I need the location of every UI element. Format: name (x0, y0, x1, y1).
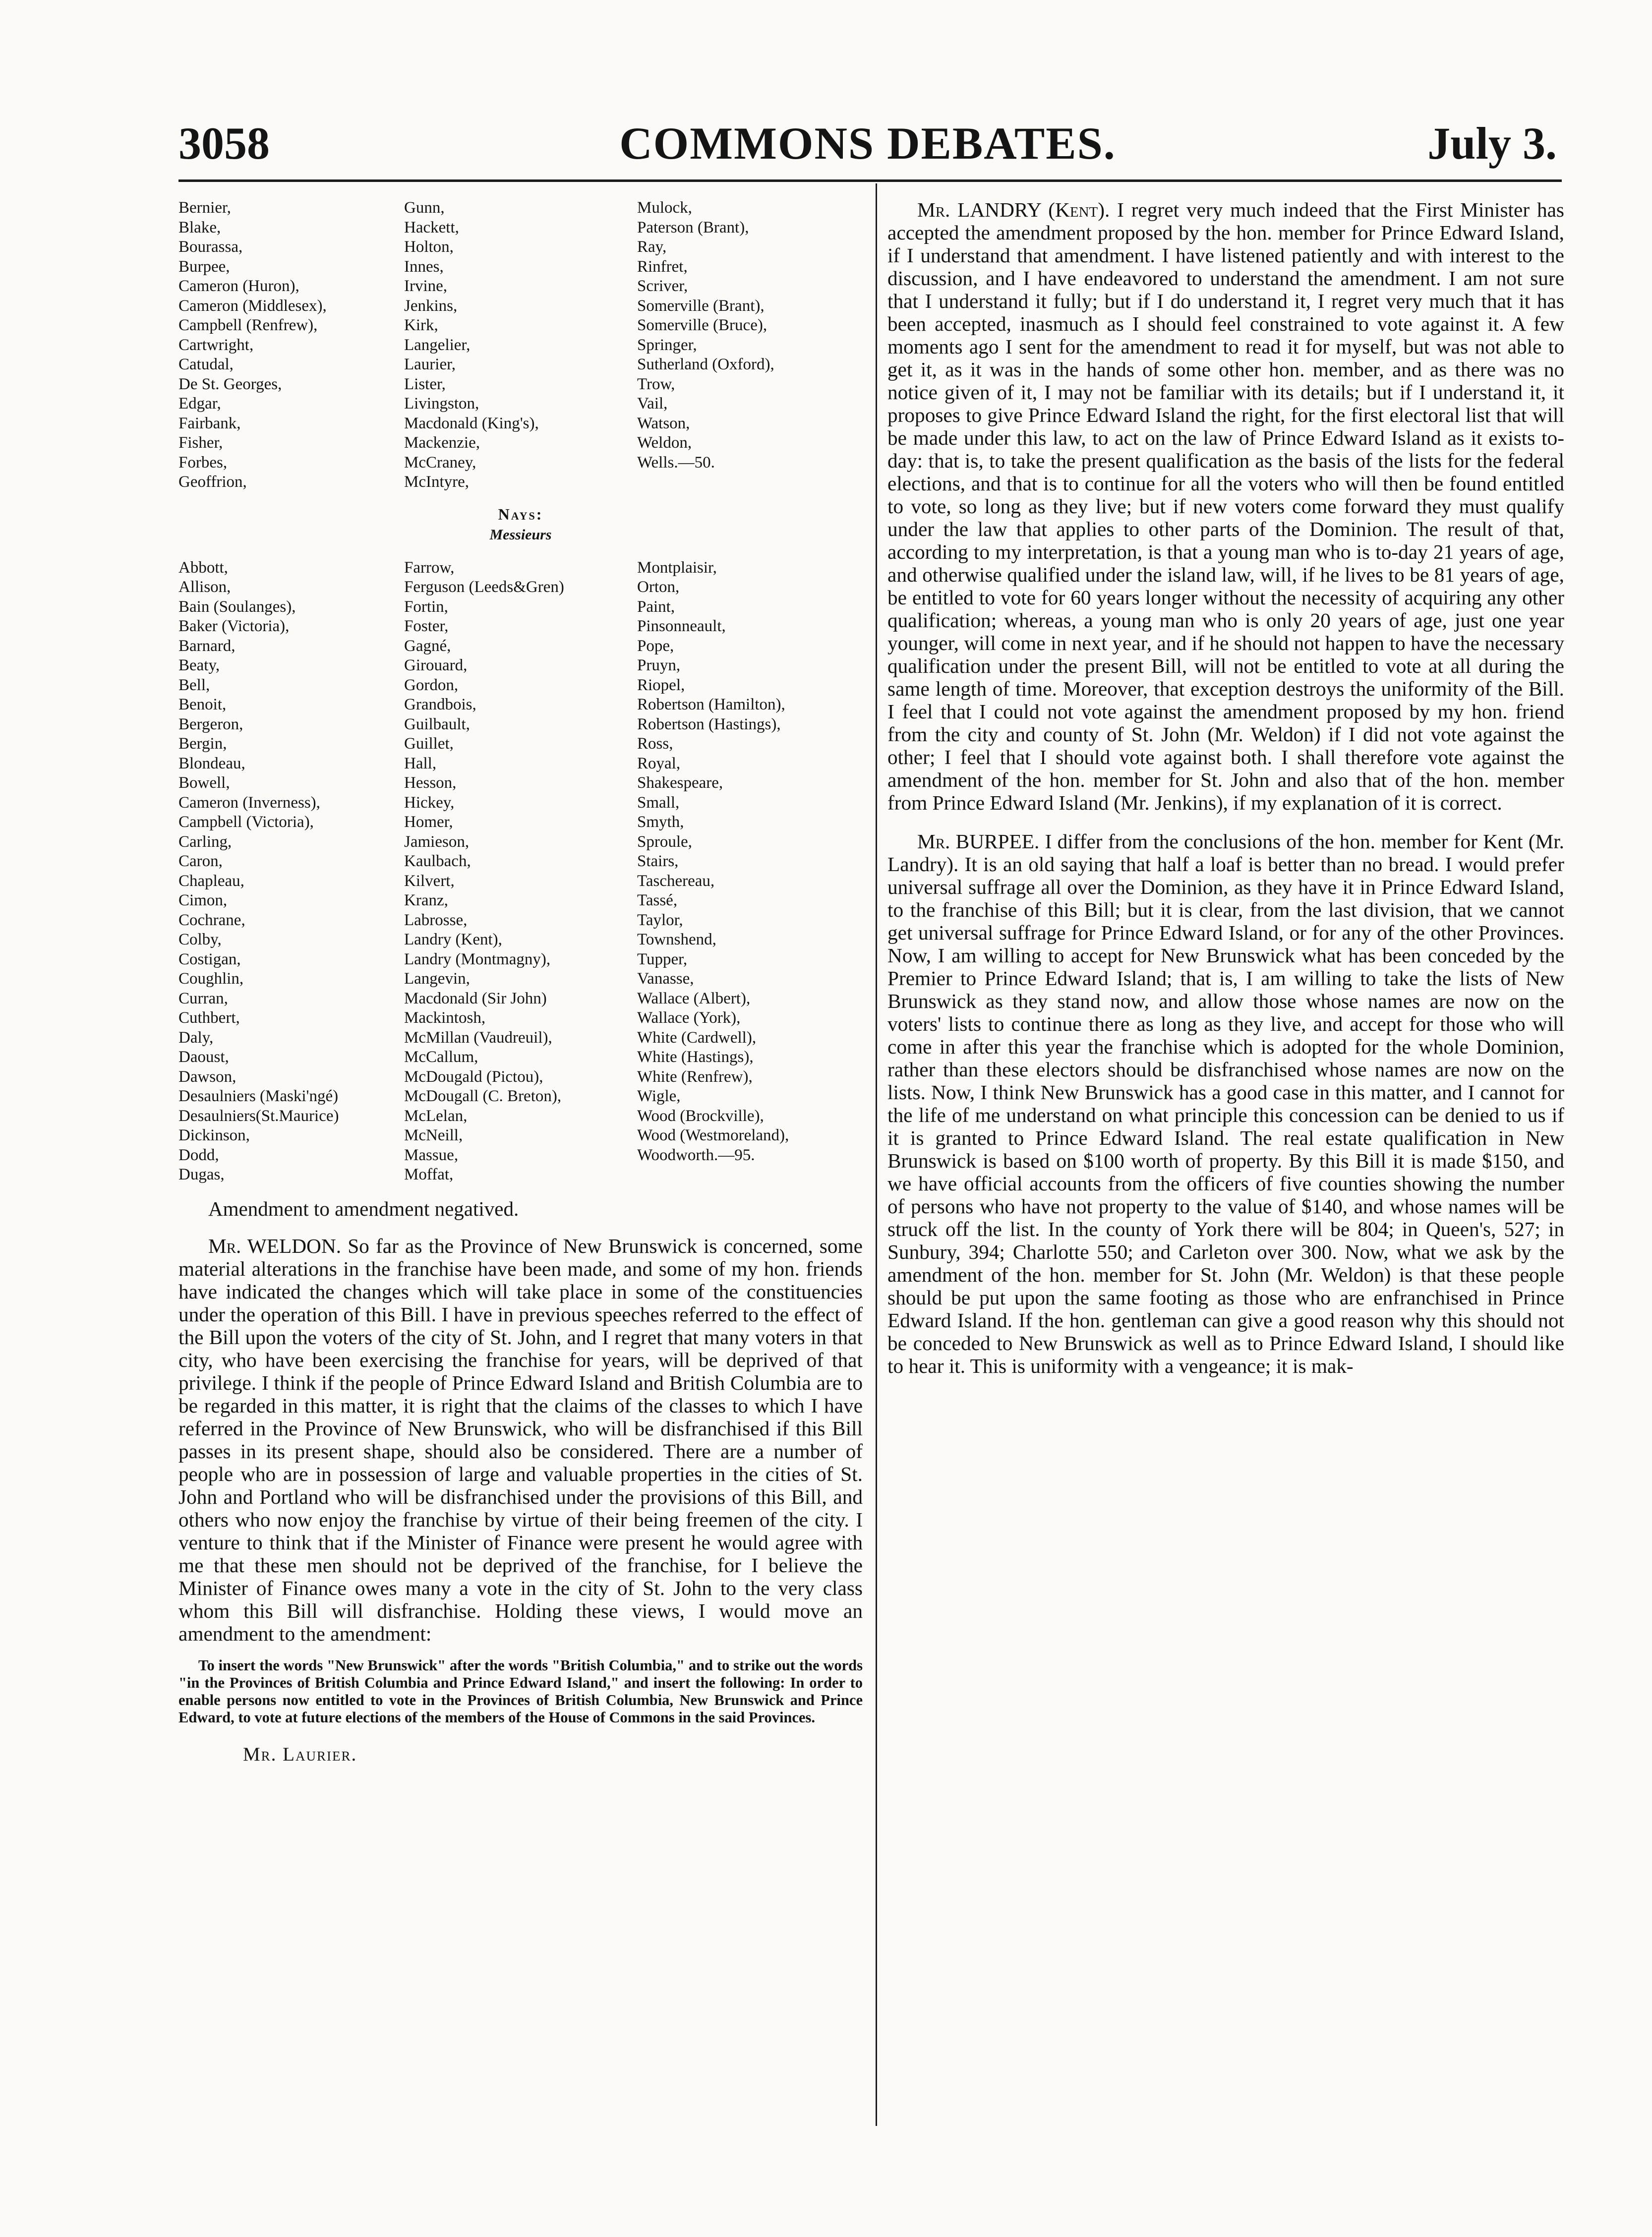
nays-col-1 (178, 558, 404, 1185)
member-name: Shakespeare, (637, 774, 723, 792)
member-name: Pope, (637, 637, 674, 655)
member-name: Holton, (404, 238, 454, 256)
member-name: Sproule, (637, 832, 692, 851)
member-name: Macdonald (King's), (404, 414, 539, 432)
nays-list (178, 558, 863, 1185)
member-name: Cochrane, (178, 911, 245, 929)
nays-col-3 (637, 558, 863, 1185)
member-name: McLelan, (404, 1107, 468, 1125)
member-name: Campbell (Renfrew), (178, 316, 318, 334)
member-name: Barnard, (178, 637, 236, 655)
member-name: Irvine, (404, 277, 448, 295)
member-name: Chapleau, (178, 872, 244, 890)
member-name: Riopel, (637, 676, 685, 694)
member-name: Bell, (178, 676, 210, 694)
member-name: Blondeau, (178, 754, 245, 772)
member-name: Jenkins, (404, 296, 458, 315)
member-name: Wigle, (637, 1087, 681, 1105)
right-column (887, 198, 1564, 1393)
member-name: Watson, (637, 414, 690, 432)
speaker-name: Mr. BURPEE. (917, 830, 1040, 853)
member-name: Stairs, (637, 852, 679, 870)
member-name: Ferguson (Leeds&Gren) (404, 578, 564, 596)
nays-heading: Nays: (498, 505, 543, 523)
member-name: Desaulniers(St.Maurice) (178, 1107, 339, 1125)
member-name: Jamieson, (404, 832, 470, 851)
member-name: Kilvert, (404, 872, 455, 890)
member-name: Cameron (Huron), (178, 277, 299, 295)
member-name: Campbell (Victoria), (178, 813, 314, 831)
member-name: Grandbois, (404, 696, 476, 713)
next-speaker: Mr. Laurier. (243, 1743, 357, 1765)
yeas-col-1 (178, 198, 404, 492)
member-name: Royal, (637, 754, 681, 772)
yeas-col-2 (404, 198, 637, 492)
nays-subheading: Messieurs (489, 526, 552, 543)
member-name: Mulock, (637, 199, 692, 217)
speaker-name: Mr. WELDON. (208, 1234, 342, 1257)
member-name: Baker (Victoria), (178, 617, 290, 635)
burpee-speech (887, 830, 1564, 1377)
member-name: Ray, (637, 238, 667, 256)
member-name: Homer, (404, 813, 453, 831)
member-name: Landry (Kent), (404, 931, 502, 948)
member-name: Vail, (637, 395, 668, 412)
member-name: Pruyn, (637, 656, 681, 674)
member-name: Moffat, (404, 1166, 454, 1183)
member-name: Fairbank, (178, 414, 241, 432)
weldon-speech (178, 1235, 863, 1645)
member-name: Caron, (178, 852, 223, 870)
speech-text: I regret very much indeed that the First Minister has accepted the amendment proposed by the hon. member for Prince Edward Island, if I understand that amendment. I have listened patiently and with interest to the discussion, and I have endeavored to understand the amendment. I am not sure that I understand it fully; but if I do understand it, I regret very much that it has been accepted, inasmuch as I should feel constrained to vote against it. A few moments ago I sent for the amendment to read it for myself, but was not able to get it, as it was in the hands of some other hon. member, and as there was no notice given of it, I may not be familiar with its details; but if I understand it, it proposes to give Prince Edward Island the right, for the first electoral list that will be made under this law, to act on the law of Prince Edward Island as it exists to-day: that is, to take the present qualification as the basis of the lists for the federal elections, and that is to continue for all the voters who will then be found entitled to vote, so long as they live; but if new voters come forward they must qualify under the law that applies to other parts of the Dominion. The result of that, according to my interpretation, is that a young man who is to-day 21 years of age, and otherwise qualified under the island law, will, if he lives to be 81 years of age, be entitled to vote for 60 years longer without the necessity of acquiring any other qualification; whereas, a young man who is only 20 years of age, just one year younger, will come in next year, and if he should not happen to have the necessary qualification under the present Bill, will not be entitled to vote at all during the same length of time. Moreover, that exception destroys the uniformity of the Bill. I feel that I could not vote against the amendment proposed by my hon. friend from the city and county of St. John (Mr. Weldon) if I did not vote against the other; I feel that I should vote against both. I shall therefore vote against the amendment of the hon. member for St. John and also that of the hon. member from Prince Edward Island (Mr. Jenkins), if my explanation of it is correct. (887, 198, 1564, 814)
member-name: Somerville (Bruce), (637, 316, 767, 334)
member-name: Curran, (178, 989, 228, 1007)
member-name: Forbes, (178, 453, 228, 471)
member-name: Robertson (Hastings), (637, 715, 781, 733)
member-name: Allison, (178, 578, 231, 596)
page-header (178, 117, 1557, 172)
member-name: Wallace (Albert), (637, 989, 751, 1007)
member-name: McNeill, (404, 1126, 463, 1144)
member-name: Bain (Soulanges), (178, 597, 296, 616)
member-name: Massue, (404, 1146, 459, 1164)
member-name: White (Hastings), (637, 1048, 754, 1066)
member-name: Girouard, (404, 656, 468, 674)
member-name: Tassé, (637, 891, 678, 909)
member-name: Somerville (Brant), (637, 296, 765, 315)
member-name: Montplaisir, (637, 558, 717, 577)
member-name: Lister, (404, 375, 446, 393)
member-name: Dickinson, (178, 1126, 250, 1144)
member-name: Wood (Brockville), (637, 1107, 764, 1125)
member-name: Hesson, (404, 774, 457, 792)
member-name: McDougall (C. Breton), (404, 1087, 562, 1105)
member-name: Desaulniers (Maski'ngé) (178, 1087, 339, 1105)
member-name: Colby, (178, 931, 222, 948)
member-name: Dugas, (178, 1166, 225, 1183)
member-name: Paint, (637, 597, 675, 616)
member-name: Guilbault, (404, 715, 470, 733)
member-name: Burpee, (178, 257, 230, 276)
member-name: Taschereau, (637, 872, 715, 890)
member-name: Fortin, (404, 597, 448, 616)
header-rule (178, 179, 1562, 182)
member-name: Gagné, (404, 637, 451, 655)
member-name: Hickey, (404, 793, 455, 812)
member-name: Abbott, (178, 558, 228, 577)
member-name: McCraney, (404, 453, 476, 471)
member-name: De St. Georges, (178, 375, 282, 393)
speech-text: I differ from the conclusions of the hon. member for Kent (Mr. Landry). It is an old saying that half a loaf is better than no bread. I would prefer universal suffrage all over the Dominion, as they have it in Prince Edward Island, to the franchise of this Bill; but it is clear, from the last division, that we cannot get universal suffrage for Prince Edward Island, or for any of the other Provinces. Now, I am willing to accept for New Brunswick what has been conceded by the Premier to Prince Edward Island; that is, I am willing to take the lists of New Brunswick as they stand now, and allow those whose names are now on the voters' lists to continue there as long as they live, and accept for those who will come in after this year the franchise which is adopted for the whole Dominion, rather than these electors should be disfranchised whose names are now on the lists. Now, I think New Brunswick has a good case in this matter, and I cannot for the life of me understand on what principle this concession can be denied to us if it is granted to Prince Edward Island. The real estate qualification in New Brunswick is based on $100 worth of property. By this Bill it is made $150, and we have official accounts from the officers of five counties showing the number of persons who have not property to the value of $140, and whose names will be struck off the list. In the county of York there will be 804; in Queen's, 527; in Sunbury, 394; Charlotte 550; and Carleton over 300. Now, what we ask by the amendment of the hon. member for St. John (Mr. Weldon) is that these people should be put upon the same footing as those who are enfranchised in Prince Edward Island. If the hon. gentleman can give a good reason why this should not be conceded to New Brunswick as well as to Prince Edward Island, I should like to hear it. This is uniformity with a vengeance; it is mak- (887, 830, 1564, 1377)
member-name: Cartwright, (178, 336, 254, 354)
member-name: Daly, (178, 1028, 214, 1047)
member-name: Bernier, (178, 199, 231, 217)
member-name: Sutherland (Oxford), (637, 355, 774, 373)
member-name: Vanasse, (637, 970, 694, 988)
member-name: Langevin, (404, 970, 470, 988)
member-name: Mackenzie, (404, 434, 480, 452)
member-name: Scriver, (637, 277, 688, 295)
member-name: Livingston, (404, 395, 479, 412)
member-name: Robertson (Hamilton), (637, 696, 785, 713)
member-name: Woodworth.—95. (637, 1146, 755, 1164)
left-column (178, 198, 863, 1766)
member-name: Bergin, (178, 735, 227, 753)
member-name: Cameron (Middlesex), (178, 296, 327, 315)
member-name: Laurier, (404, 355, 456, 373)
member-name: Ross, (637, 735, 673, 753)
member-name: Mackintosh, (404, 1009, 486, 1027)
member-name: Tupper, (637, 950, 688, 968)
member-name: McCallum, (404, 1048, 478, 1066)
member-name: Benoit, (178, 696, 227, 713)
member-name: Gordon, (404, 676, 459, 694)
member-name: Bergeron, (178, 715, 243, 733)
member-name: Wells.—50. (637, 453, 715, 471)
member-name: Daoust, (178, 1048, 229, 1066)
member-name: Wood (Westmoreland), (637, 1126, 789, 1144)
member-name: Paterson (Brant), (637, 218, 749, 236)
member-name: McMillan (Vaudreuil), (404, 1028, 552, 1047)
member-name: Guillet, (404, 735, 454, 753)
member-name: Orton, (637, 578, 680, 596)
member-name: Kirk, (404, 316, 438, 334)
member-name: Coughlin, (178, 970, 244, 988)
member-name: Kranz, (404, 891, 448, 909)
member-name: Geoffrion, (178, 473, 247, 491)
member-name: Costigan, (178, 950, 241, 968)
nays-col-2 (404, 558, 637, 1185)
member-name: Bowell, (178, 774, 230, 792)
member-name: Taylor, (637, 911, 683, 929)
member-name: Fisher, (178, 434, 223, 452)
member-name: Hackett, (404, 218, 459, 236)
member-name: McIntyre, (404, 473, 470, 491)
member-name: Foster, (404, 617, 449, 635)
member-name: Dodd, (178, 1146, 219, 1164)
member-name: Rinfret, (637, 257, 688, 276)
member-name: Labrosse, (404, 911, 468, 929)
member-name: Landry (Montmagny), (404, 950, 551, 968)
member-name: Edgar, (178, 395, 221, 412)
yeas-list (178, 198, 863, 492)
member-name: White (Renfrew), (637, 1067, 753, 1086)
member-name: Farrow, (404, 558, 455, 577)
member-name: Bourassa, (178, 238, 243, 256)
page-date: July 3. (1427, 118, 1557, 169)
member-name: McDougald (Pictou), (404, 1067, 543, 1086)
member-name: Pinsonneault, (637, 617, 726, 635)
member-name: Kaulbach, (404, 852, 471, 870)
amendment-text: To insert the words "New Brunswick" after the words "British Columbia," and to strike out the words "in the Provinces of British Columbia and Prince Edward Island," and insert the following: In order to enable persons now entitled to vote in the Provinces of British Columbia, New Brunswick and Prince Edward, to vote at future elections of the members of the House of Commons in the said Provinces. (178, 1656, 863, 1726)
member-name: Trow, (637, 375, 675, 393)
member-name: Wallace (York), (637, 1009, 741, 1027)
member-name: Gunn, (404, 199, 445, 217)
member-name: Carling, (178, 832, 232, 851)
page-number: 3058 (178, 118, 270, 169)
member-name: Smyth, (637, 813, 684, 831)
member-name: Weldon, (637, 434, 692, 452)
publication-title: COMMONS DEBATES. (619, 118, 1116, 169)
column-divider (876, 183, 877, 2126)
member-name: Blake, (178, 218, 221, 236)
member-name: Dawson, (178, 1067, 236, 1086)
speaker-name: Mr. LANDRY (Kent). (917, 198, 1110, 221)
member-name: Beaty, (178, 656, 220, 674)
member-name: Hall, (404, 754, 437, 772)
member-name: Innes, (404, 257, 444, 276)
member-name: Cuthbert, (178, 1009, 240, 1027)
member-name: White (Cardwell), (637, 1028, 757, 1047)
speech-text: So far as the Province of New Brunswick is concerned, some material alterations in the franchise have been made, and some of my hon. friends have indicated the changes which will take place in some of the constituencies under the operation of this Bill. I have in previous speeches referred to the effect of the Bill upon the voters of the city of St. John, and I regret that many voters in that city, who have been exercising the franchise for years, will be deprived of that privilege. I think if the people of Prince Edward Island and British Columbia are to be regarded in this matter, it is right that the claims of the classes to which I have referred in the Province of New Brunswick, who will be disfranchised if this Bill passes in its present shape, should also be considered. There are a number of people who are in possession of large and valuable properties in the cities of St. John and Portland who will be disfranchised under the provisions of this Bill, and others who now enjoy the franchise by virtue of their being freemen of the city. I venture to think that if the Minister of Finance were present he would agree with me that these men should not be deprived of the franchise, for I believe the Minister of Finance owes many a vote in the city of St. John to the very class whom this Bill will disfranchise. Holding these views, I would move an amendment to the amendment: (178, 1234, 863, 1645)
member-name: Macdonald (Sir John) (404, 989, 547, 1007)
member-name: Cameron (Inverness), (178, 793, 320, 812)
member-name: Small, (637, 793, 680, 812)
member-name: Townshend, (637, 931, 716, 948)
division-result: Amendment to amendment negatived. (208, 1197, 519, 1220)
member-name: Langelier, (404, 336, 471, 354)
member-name: Springer, (637, 336, 697, 354)
member-name: Catudal, (178, 355, 234, 373)
landry-speech (887, 198, 1564, 814)
yeas-col-3 (637, 198, 863, 492)
member-name: Cimon, (178, 891, 228, 909)
